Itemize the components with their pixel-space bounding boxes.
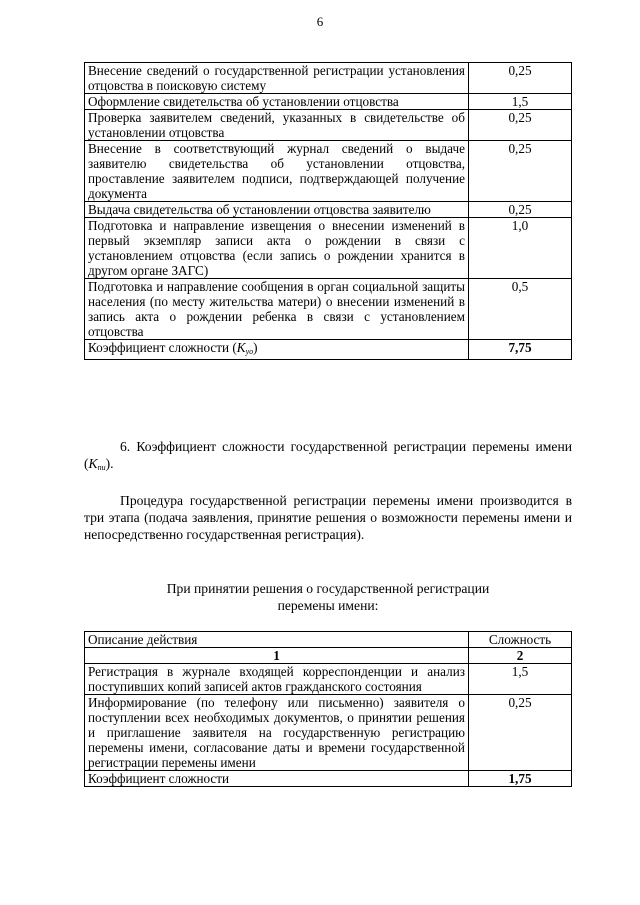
total-row [85, 771, 572, 787]
header-row [85, 632, 572, 648]
page-number: 6 [316, 14, 324, 29]
column-numbers-row [85, 648, 572, 664]
table-row [85, 279, 572, 340]
complexity-value: 0,25 [469, 695, 572, 771]
action-description: Подготовка и направление извещения о внесении изменений в первый экземпляр записи акта о рождении в связи с установлением отцовства (если запись о рождении хранится в другом органе ЗАГС) [85, 218, 469, 279]
action-description: Внесение в соответствующий журнал сведений о выдаче заявителю свидетельства об установлении отцовства, проставление заявителем подписи, подтверждающей получение документа [85, 141, 469, 202]
total-label: Коэффициент сложности (Kуо) [85, 340, 469, 360]
table-row [85, 141, 572, 202]
action-description: Внесение сведений о государственной регистрации установления отцовства в поисковую систему [85, 63, 469, 94]
column-number: 2 [469, 648, 572, 664]
decision-heading [84, 580, 572, 614]
table-row [85, 218, 572, 279]
complexity-table-paternity [84, 62, 572, 360]
action-description: Оформление свидетельства об установлении отцовства [85, 94, 469, 110]
column-number: 1 [85, 648, 469, 664]
total-label: Коэффициент сложности [85, 771, 469, 787]
complexity-value: 1,5 [469, 94, 572, 110]
complexity-value: 0,25 [469, 141, 572, 202]
total-value: 7,75 [469, 340, 572, 360]
complexity-value: 0,5 [469, 279, 572, 340]
complexity-value: 0,25 [469, 202, 572, 218]
procedure-paragraph: Процедура государственной регистрации перемены имени производится в три этапа (подача заявления, принятие решения о возможности перемены имени и непосредственно государственная регистрация). [84, 493, 572, 542]
action-description: Информирование (по телефону или письменно) заявителя о поступлении всех необходимых документов, о принятии решения и приглашение заявителя на государственную регистрацию перемены имени, согласование даты и времени государственной регистрации перемены имени [85, 695, 469, 771]
total-row [85, 340, 572, 360]
action-description: Проверка заявителем сведений, указанных в свидетельстве об установлении отцовства [85, 110, 469, 141]
total-value: 1,75 [469, 771, 572, 787]
complexity-value: 0,25 [469, 110, 572, 141]
action-description: Подготовка и направление сообщения в орган социальной защиты населения (по месту жительства матери) о внесении изменений в запись акта о рождении ребенка в связи с установлением отцовства [85, 279, 469, 340]
complexity-value: 1,5 [469, 664, 572, 695]
action-description: Выдача свидетельства об установлении отцовства заявителю [85, 202, 469, 218]
complexity-table-name-change [84, 631, 572, 787]
table-row [85, 695, 572, 771]
table-row [85, 202, 572, 218]
section-6-heading: 6. Коэффициент сложности государственной регистрации перемены имени (Kпи). [84, 439, 572, 472]
action-description: Регистрация в журнале входящей корреспонденции и анализ поступивших копий записей актов гражданского состояния [85, 664, 469, 695]
table-row [85, 110, 572, 141]
complexity-value: 0,25 [469, 63, 572, 94]
column-header-complexity: Сложность [469, 632, 572, 648]
decision-heading-line2: перемены имени: [277, 598, 379, 613]
decision-heading-line1: При принятии решения о государственной регистрации [166, 581, 490, 596]
table-row [85, 94, 572, 110]
table-row [85, 63, 572, 94]
table-row [85, 664, 572, 695]
column-header-description: Описание действия [85, 632, 469, 648]
complexity-value: 1,0 [469, 218, 572, 279]
